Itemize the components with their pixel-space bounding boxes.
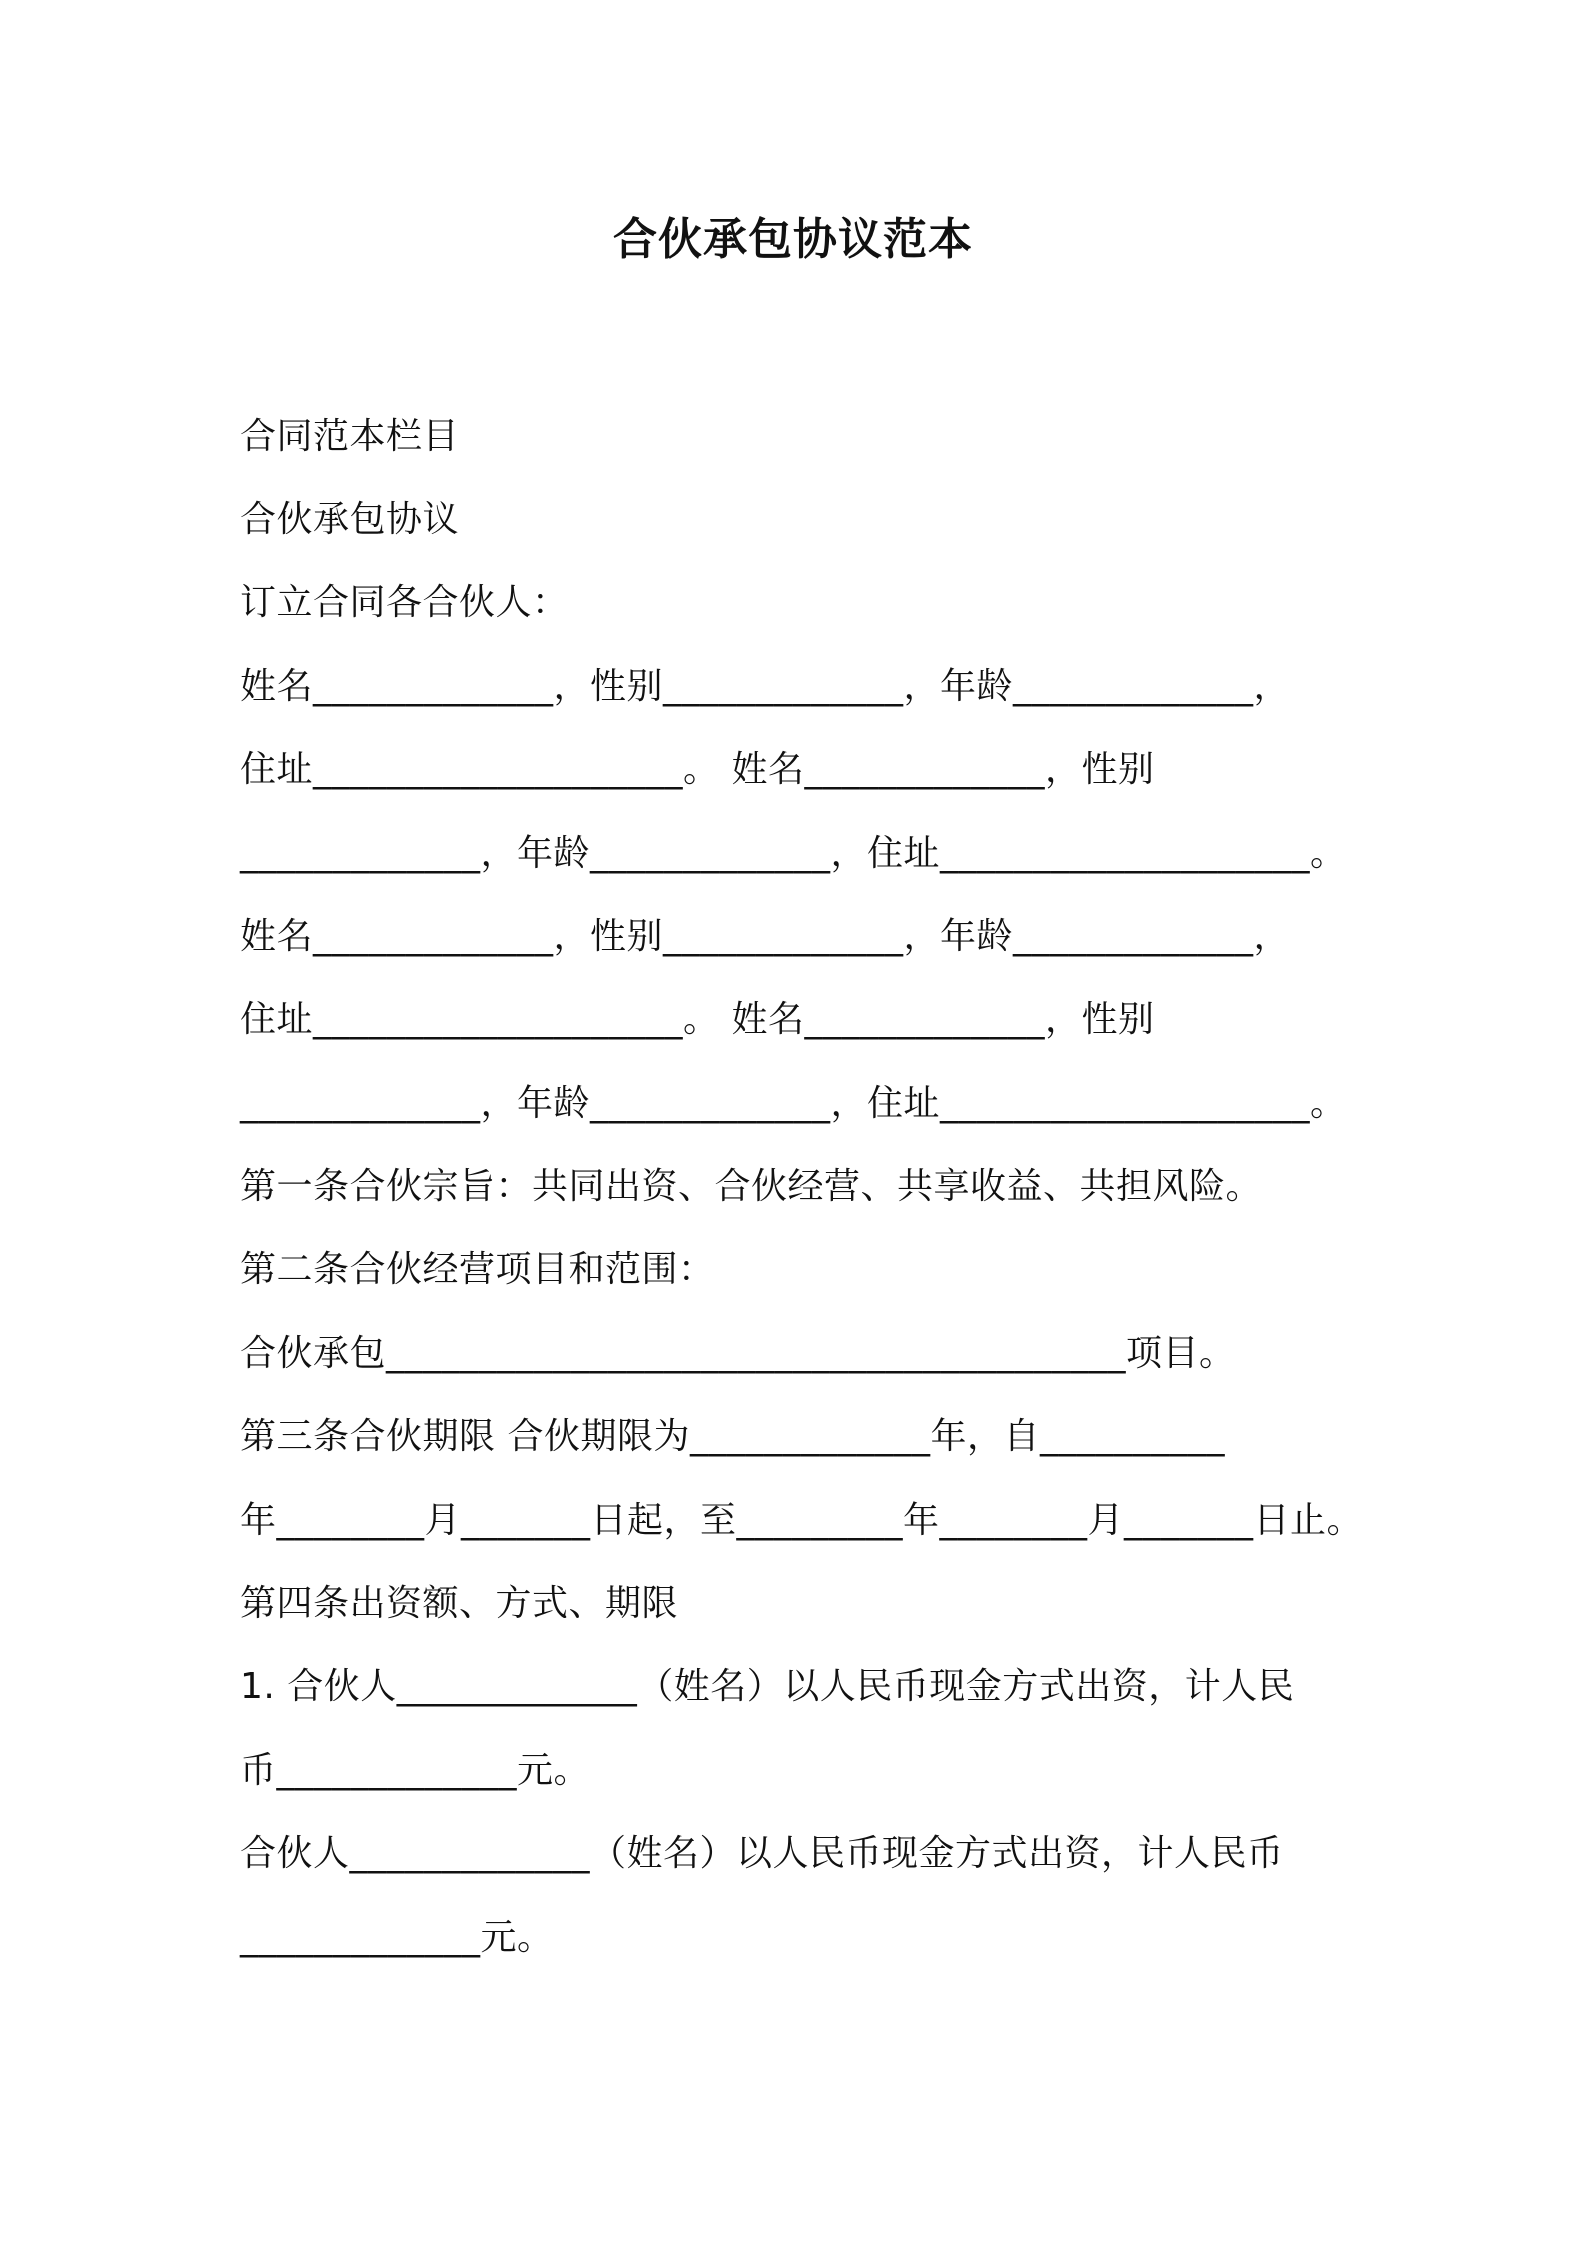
article-4-item: 1. 合伙人_____________（姓名）以人民币现金方式出资，计人民 (240, 1666, 1295, 1707)
article-4-heading: 第四条出资额、方式、期限 (240, 1583, 679, 1624)
document-title: 合伙承包协议范本 (613, 214, 973, 265)
article-4-item: _____________元。 (240, 1917, 554, 1958)
partner-info-line: 住址____________________。 姓名_____________，性别 (240, 999, 1155, 1040)
partner-info-line: 姓名_____________，性别_____________，年龄_____________， (240, 666, 1291, 707)
partner-info-line: _____________，年龄_____________，住址____________________。 (240, 833, 1347, 874)
partner-info-line: 住址____________________。 姓名_____________，性别 (240, 749, 1155, 790)
article-2-project: 合伙承包________________________________________项目。 (240, 1333, 1236, 1374)
article-2-heading: 第二条合伙经营项目和范围： (240, 1249, 715, 1290)
parties-intro: 订立合同各合伙人： (240, 582, 569, 623)
article-4-item: 合伙人_____________（姓名）以人民币现金方式出资，计人民币 (240, 1833, 1284, 1874)
partner-info-line: _____________，年龄_____________，住址____________________。 (240, 1083, 1347, 1124)
article-1: 第一条合伙宗旨：共同出资、合伙经营、共享收益、共担风险。 (240, 1166, 1263, 1207)
article-3-term: 第三条合伙期限 合伙期限为_____________年，自__________ (240, 1416, 1225, 1457)
partner-info-line: 姓名_____________，性别_____________，年龄_____________， (240, 916, 1291, 957)
agreement-name: 合伙承包协议 (240, 499, 460, 540)
article-4-item: 币_____________元。 (240, 1750, 591, 1791)
section-heading: 合同范本栏目 (240, 416, 460, 457)
article-3-dates: 年________月_______日起，至_________年________月_______日止。 (240, 1500, 1364, 1541)
